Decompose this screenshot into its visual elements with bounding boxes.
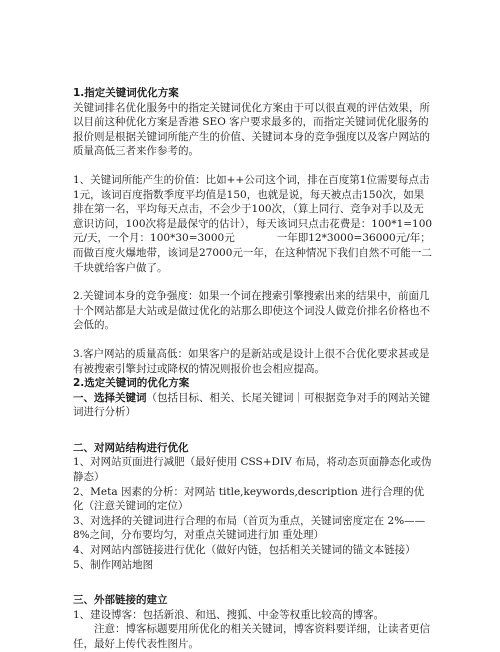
spacer: [73, 275, 433, 289]
competition-paragraph: 2.关键词本身的竞争强度：如果一个词在搜索引擎搜索出来的结果中，前面几十个网站都是大站或是做过优化的站那么即使这个词没人做竞价排名价格也不会低的。: [73, 290, 430, 332]
structure-item: 4、对网站内部链接进行优化（做好内链，包括相关关键词的锚文本链接）: [73, 544, 416, 557]
external-links-note: 注意：博客标题要用所优化的相关关键词，博客资料要详细，让读者更信任，最好上传代表性图片。: [73, 623, 430, 650]
structure-item: 2、Meta 因素的分析：对网站 title,keywords,description 进行合理的优化（注意关键词的定位）: [73, 485, 425, 513]
spacer: [73, 420, 433, 441]
spacer: [73, 333, 433, 347]
section-2-heading: 2.选定关键词的优化方案: [73, 377, 190, 390]
structure-item: 1、对网站页面进行减肥（最好使用 CSS+DIV 布局，将动态页面静态化或伪静态）: [73, 456, 432, 484]
structure-item: 5、制作网站地图: [73, 558, 154, 571]
external-links-heading: 三、外部链接的建立: [73, 594, 168, 607]
spacer: [73, 572, 433, 593]
document-body: [73, 86, 433, 652]
structure-heading: 二、对网站结构进行优化: [73, 441, 189, 454]
structure-item: 3、对选择的关键词进行合理的布局（首页为重点，关键词密度定在 2%——8%之间，分布要均匀，对重点关键词进行加 重处理）: [73, 514, 426, 542]
choose-keywords-line: [73, 391, 433, 420]
value-paragraph: 1、关键词所能产生的价值：比如++公司这个词，排在百度第1位需要每点击1元，该词百度指数季度平均值是150，也就是说，每天被点击150次，如果排在第一名，平均每天点击，不会少于100次，（算上同行、竞争对手以及无意识访问，100次将是最保守的估计），每天该词只点击花费是：100*1=100元/天，一个月：100*30=3000元 一年即12*3000=36000元/年；而做百度火爆地带，该词是27000元一年，在这种情况下我们自然不可能一二千块就给客户做了。: [73, 173, 433, 274]
external-links-item: 1、建设博客：包括新浪、和迅、搜狐、中金等权重比较高的博客。: [73, 608, 385, 621]
choose-keywords-note: （包括目标、相关、长尾关键词｜可根据竞争对手的网站关键词进行分析）: [73, 391, 430, 419]
spacer: [73, 159, 433, 173]
site-quality-paragraph: 3.客户网站的质量高低：如果客户的是新站或是设计上很不合优化要求甚或是有被搜索引擎封过或降权的情况则报价也会相应提高。: [73, 347, 430, 375]
section-1-heading: 1.指定关键词优化方案: [73, 87, 179, 99]
choose-keywords-label: 一、选择关键词: [73, 391, 147, 404]
section-1-intro: 关键词排名优化服务中的指定关键词优化方案由于可以很直观的评估效果，所以目前这种优化方案是香港 SEO 客户要求最多的，而指定关键词优化服务的报价则是根据关键词所能产生的价值、关键词本身的竞争强度以及客户网站的质量高低三者来作参考的。: [73, 101, 430, 158]
